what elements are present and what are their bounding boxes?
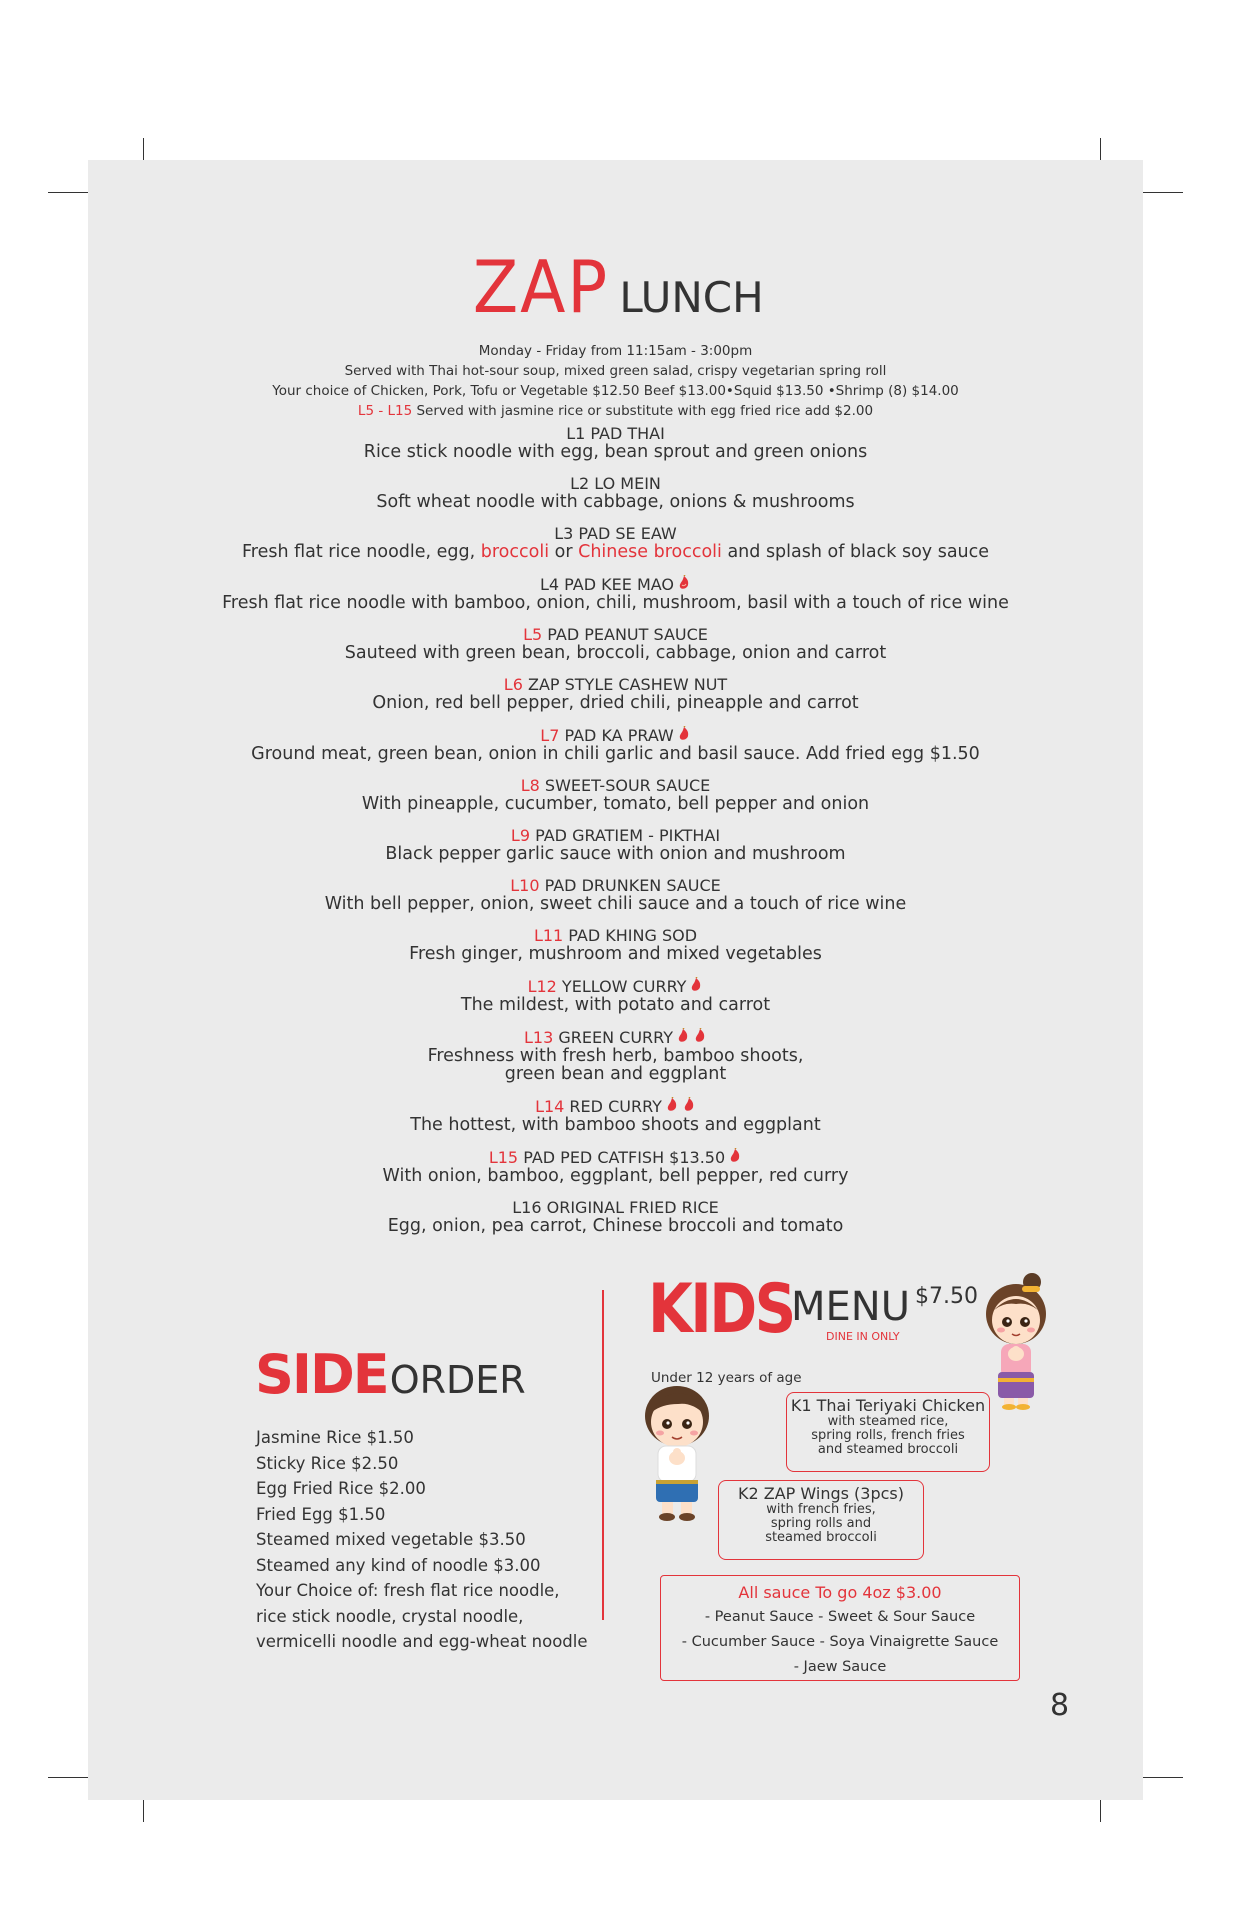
list-item <box>88 525 1143 561</box>
item-description: With onion, bamboo, eggplant, bell pepper, red curry <box>382 1166 849 1186</box>
lunch-items <box>88 425 1143 1249</box>
side-order-line: Steamed mixed vegetable $3.50 <box>256 1530 526 1549</box>
item-description: green bean and eggplant <box>504 1064 727 1084</box>
list-item <box>88 726 1143 763</box>
price-choice-text: Your choice of Chicken, Pork, Tofu or Vegetable $12.50 Beef $13.00•Squid $13.50 •Shrimp (8) $14.00 <box>272 383 959 399</box>
item-description: The hottest, with bamboo shoots and eggplant <box>410 1115 821 1135</box>
chili-pepper-icon <box>676 1028 690 1044</box>
boy-mascot-icon <box>634 1376 720 1526</box>
item-name: L16 ORIGINAL FRIED RICE <box>512 1198 719 1217</box>
side-order-line: Egg Fried Rice $2.00 <box>256 1479 426 1498</box>
item-description: The mildest, with potato and carrot <box>460 995 771 1015</box>
side-order-line: rice stick noodle, crystal noodle, <box>256 1606 524 1626</box>
list-item <box>88 777 1143 813</box>
item-description: Freshness with fresh herb, bamboo shoots, <box>427 1046 804 1066</box>
item-description: With pineapple, cucumber, tomato, bell pepper and onion <box>361 794 870 814</box>
crop-mark <box>1100 1800 1101 1822</box>
sauce-line: - Peanut Sauce - Sweet & Sour Sauce <box>704 1609 976 1625</box>
kids-item-k2 <box>718 1480 924 1560</box>
item-description: Ground meat, green bean, onion in chili garlic and basil sauce. Add fried egg $1.50 <box>251 744 980 764</box>
item-name: L8 SWEET-SOUR SAUCE <box>520 776 711 795</box>
item-name: L1 PAD THAI <box>566 424 665 443</box>
list-item <box>88 475 1143 511</box>
list-item <box>88 1097 1143 1134</box>
item-name: L10 PAD DRUNKEN SAUCE <box>510 876 721 895</box>
rice-note: L5 - L15 Served with jasmine rice or substitute with egg fried rice add $2.00 <box>357 403 874 419</box>
kids-item-detail: spring rolls, french fries <box>811 1428 965 1443</box>
kids-item-detail: with french fries, <box>766 1502 876 1517</box>
page-number: 8 <box>1050 1688 1070 1723</box>
sauce-line: - Jaew Sauce <box>793 1659 887 1675</box>
list-item <box>88 676 1143 712</box>
crop-mark <box>143 1800 144 1822</box>
crop-mark <box>48 192 88 193</box>
crop-mark <box>1143 1777 1183 1778</box>
item-name: L14 RED CURRY <box>88 1097 1143 1116</box>
list-item <box>88 575 1143 612</box>
item-description: Fresh flat rice noodle, egg, broccoli or Chinese broccoli and splash of black soy sauce <box>241 542 990 562</box>
sauce-line: - Cucumber Sauce - Soya Vinaigrette Sauce <box>681 1634 999 1650</box>
list-item <box>88 927 1143 963</box>
chili-pepper-icon <box>665 1097 679 1113</box>
item-description: With bell pepper, onion, sweet chili sauce and a touch of rice wine <box>324 894 907 914</box>
menu-page <box>88 160 1143 1800</box>
chili-pepper-icon <box>682 1097 696 1113</box>
list-item <box>88 1199 1143 1235</box>
item-description: Soft wheat noodle with cabbage, onions & mushrooms <box>376 492 855 512</box>
list-item <box>88 425 1143 461</box>
kids-item-detail: and steamed broccoli <box>817 1442 959 1457</box>
chili-pepper-icon <box>677 726 691 742</box>
crop-mark <box>1143 192 1183 193</box>
list-item <box>88 626 1143 662</box>
item-name: L2 LO MEIN <box>570 474 661 493</box>
item-name: L13 GREEN CURRY <box>88 1028 1143 1047</box>
item-name: L12 YELLOW CURRY <box>88 977 1143 996</box>
age-note: Under 12 years of age <box>651 1370 802 1386</box>
chili-pepper-icon <box>728 1148 742 1164</box>
kids-item-k1 <box>786 1392 990 1472</box>
list-item <box>88 827 1143 863</box>
sauce-box <box>660 1575 1020 1681</box>
kids-item-title: K2 ZAP Wings (3pcs) <box>738 1484 904 1503</box>
crop-mark <box>48 1777 88 1778</box>
chili-pepper-icon <box>677 575 691 591</box>
list-item <box>88 977 1143 1014</box>
item-description: Sauteed with green bean, broccoli, cabbage, onion and carrot <box>344 643 887 663</box>
kids-item-detail: with steamed rice, <box>827 1414 949 1429</box>
item-name: L9 PAD GRATIEM - PIKTHAI <box>510 826 721 845</box>
side-order-line: Steamed any kind of noodle $3.00 <box>256 1555 541 1575</box>
lunch-heading: LUNCH <box>619 273 764 322</box>
side-order-list <box>256 1425 588 1655</box>
item-name: L5 PAD PEANUT SAUCE <box>523 625 708 644</box>
item-description: Rice stick noodle with egg, bean sprout and green onions <box>363 442 868 462</box>
kids-item-detail: spring rolls and <box>770 1516 872 1531</box>
chili-pepper-icon <box>689 977 703 993</box>
item-description: Egg, onion, pea carrot, Chinese broccoli and tomato <box>387 1216 844 1236</box>
list-item <box>88 1028 1143 1083</box>
served-with-text: Served with Thai hot-sour soup, mixed green salad, crispy vegetarian spring roll <box>344 363 887 379</box>
dine-in-note: DINE IN ONLY <box>826 1330 900 1343</box>
crop-mark <box>143 138 144 160</box>
girl-mascot-icon <box>976 1272 1058 1412</box>
side-order-line: Jasmine Rice $1.50 <box>256 1428 414 1447</box>
side-order-line: Fried Egg $1.50 <box>256 1504 386 1524</box>
chili-pepper-icon <box>693 1028 707 1044</box>
side-order-line: Your Choice of: fresh flat rice noodle, <box>256 1581 560 1600</box>
item-description: Fresh flat rice noodle with bamboo, onion, chili, mushroom, basil with a touch of rice wine <box>222 593 1009 613</box>
item-name: L4 PAD KEE MAO <box>88 575 1143 594</box>
item-name: L11 PAD KHING SOD <box>533 926 698 945</box>
kids-price: $7.50 <box>915 1284 978 1309</box>
list-item <box>88 877 1143 913</box>
lunch-title <box>88 245 1143 329</box>
section-divider <box>602 1290 604 1620</box>
side-order-title: SIDEORDER <box>255 1343 526 1406</box>
hours-text: Monday - Friday from 11:15am - 3:00pm <box>478 343 753 359</box>
brand-logo: ZAP <box>473 245 610 329</box>
item-name: L7 PAD KA PRAW <box>88 726 1143 745</box>
item-name: L15 PAD PED CATFISH $13.50 <box>88 1148 1143 1167</box>
side-order-line: vermicelli noodle and egg-wheat noodle <box>256 1632 588 1651</box>
kids-item-detail: steamed broccoli <box>765 1530 877 1545</box>
kids-title: KIDS <box>648 1270 794 1349</box>
item-name: L6 ZAP STYLE CASHEW NUT <box>503 675 728 694</box>
item-description: Fresh ginger, mushroom and mixed vegetables <box>409 944 822 964</box>
side-order-line: Sticky Rice $2.50 <box>256 1453 399 1473</box>
item-name: L3 PAD SE EAW <box>554 524 677 543</box>
crop-mark <box>1100 138 1101 160</box>
item-description: Onion, red bell pepper, dried chili, pineapple and carrot <box>372 693 859 713</box>
sauce-title: All sauce To go 4oz $3.00 <box>738 1583 942 1602</box>
kids-menu-heading: MENU <box>791 1284 910 1330</box>
kids-item-title: K1 Thai Teriyaki Chicken <box>790 1396 986 1415</box>
lunch-intro <box>88 341 1143 421</box>
item-description: Black pepper garlic sauce with onion and mushroom <box>385 844 846 864</box>
list-item <box>88 1148 1143 1185</box>
